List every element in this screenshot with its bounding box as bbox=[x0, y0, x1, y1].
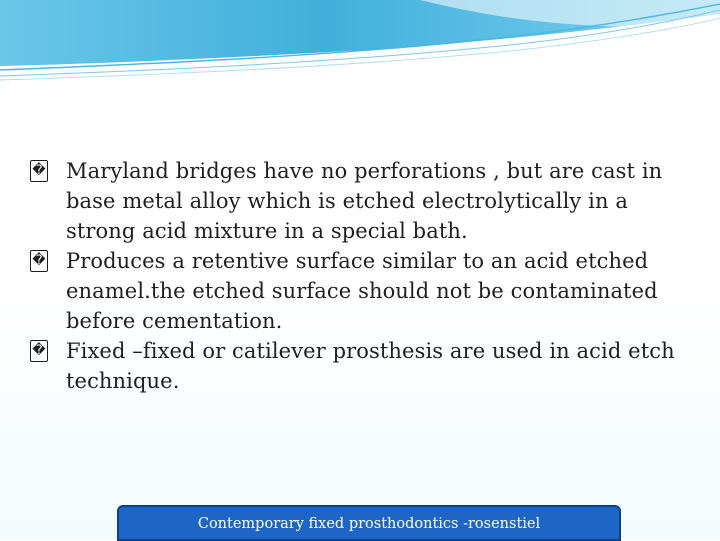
bullet-item bbox=[30, 246, 690, 336]
bullet-item bbox=[30, 336, 690, 396]
bullet-marker-icon: � bbox=[30, 250, 48, 272]
footer-citation: Contemporary fixed prosthodontics -rosenstiel bbox=[117, 505, 621, 541]
bullet-list bbox=[30, 156, 690, 396]
bullet-item bbox=[30, 156, 690, 246]
bullet-text: Maryland bridges have no perforations , but are cast in base metal alloy which is etched electrolytically in a strong acid mixture in a special bath. bbox=[66, 159, 663, 243]
bullet-marker-icon: � bbox=[30, 340, 48, 362]
bullet-text: Fixed –fixed or catilever prosthesis are used in acid etch technique. bbox=[66, 339, 675, 393]
bullet-marker-icon: � bbox=[30, 160, 48, 182]
bullet-text: Produces a retentive surface similar to an acid etched enamel.the etched surface should not be contaminated before cementation. bbox=[66, 249, 658, 333]
wave-header-decoration bbox=[0, 0, 720, 90]
